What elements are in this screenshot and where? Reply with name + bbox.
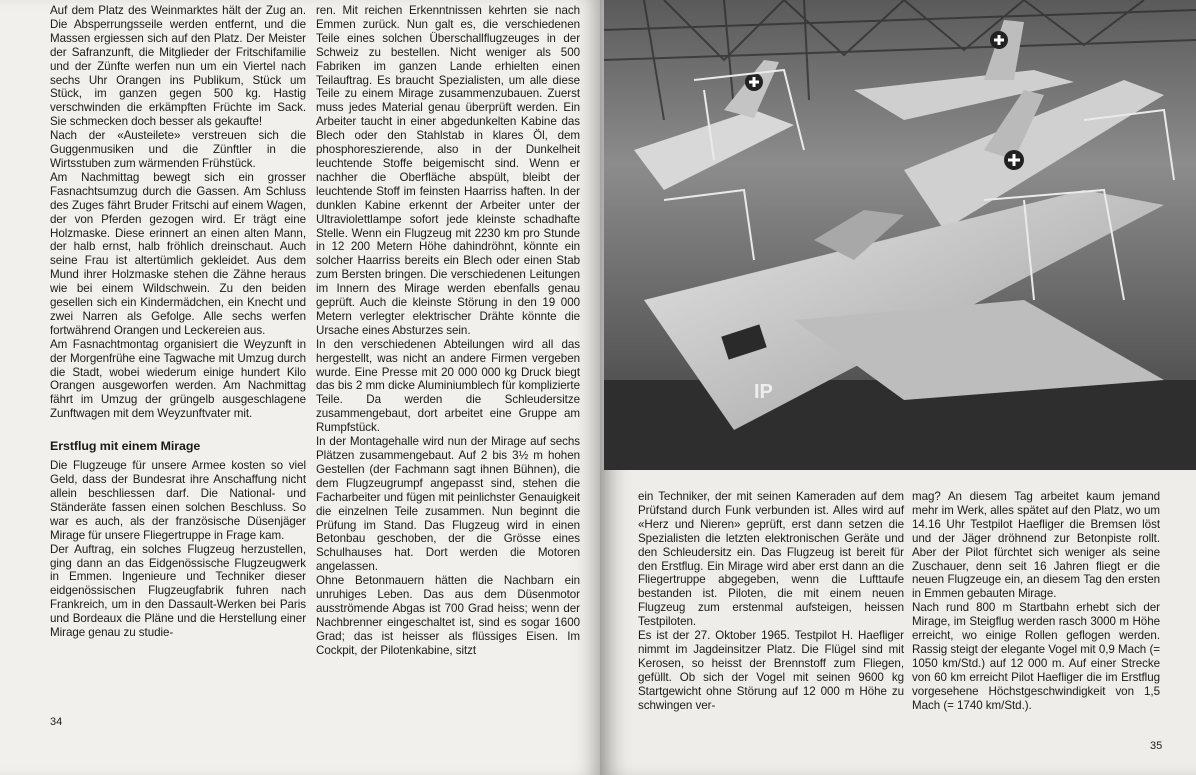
section-heading: Erstflug mit einem Mirage [50, 439, 201, 454]
paragraph: ein Techniker, der mit seinen Kameraden auf dem Prüfstand durch Funk verbunden ist. Alles wird auf «Herz und Nieren» geprüft, erst dann setzen die Spezialisten die letzten elektronischen Geräte und den Schleudersitz ein. Das Flugzeug ist bereit für den Erstflug. Ein Mirage wird aber erst dann an die Fliegertruppe abgegeben, wenn die Lufttaufe bestanden ist. Piloten, die mit einem neuen Flugzeug zum erstenmal aufsteigen, heissen Testpiloten. [638, 490, 904, 629]
right-page [600, 0, 1196, 775]
hangar-photo [604, 0, 1196, 470]
paragraph: Der Auftrag, ein solches Flugzeug herzustellen, ging dann an das Eidgenössische Flugzeugwerk in Emmen. Ingenieure und Techniker dieser eidgenössischen Flugzeugfabrik fuhren nach Frankreich, um in den Dassault-Werken bei Paris und Bordeaux die Pläne und die Herstellung einer Mirage genau zu studie- [50, 542, 306, 640]
right-column-1 [638, 490, 904, 713]
mirage-assembly-hall-image [604, 0, 1196, 470]
left-column-1 [50, 4, 306, 640]
paragraph: Auf dem Platz des Weinmarktes hält der Zug an. Die Absperrungsseile werden entfernt, und die Massen ergiessen sich auf den Platz. Der Meister der Safranzunft, die Mitglieder der Fritschifamilie und der Zünfte werfen nun um ein Viertel nach sechs Uhr Orangen ins Publikum, Stück um Stück, im ganzen gegen 500 kg. Hastig verschwinden die erkämpften Früchte im Sack. Sie schmecken doch besser als gekaufte! [50, 4, 306, 129]
paragraph: Ohne Betonmauern hätten die Nachbarn ein unruhiges Leben. Das aus dem Düsenmotor ausströmende Abgas ist 700 Grad heiss; wenn der Nachbrenner eingeschaltet ist, sind es sogar 1600 Grad; das ist heisser als flüssiges Eisen. Im Cockpit, der Pilotenkabine, sitzt [316, 574, 580, 657]
paragraph: Nach rund 800 m Startbahn erhebt sich der Mirage, im Steigflug werden rasch 3000 m Höhe erreicht, wo einige Rollen geflogen werden. Rassig steigt der elegante Vogel mit 0,9 Mach (= 1050 km/Std.) auf 12 000 m. Auf einer Strecke von 60 km erreicht Pilot Haefliger die im Erstflug vorgesehene Höchstgeschwindigkeit von 1,5 Mach (= 1740 km/Std.). [912, 601, 1160, 712]
paragraph: In den verschiedenen Abteilungen wird all das hergestellt, was nicht an andere Firmen vergeben wurde. Eine Presse mit 20 000 000 kg Druck biegt das bis 2 mm dicke Aluminiumblech für komplizierte Teile. Da werden die Schleudersitze zusammengebaut, dort arbeitet eine Gruppe am Rumpfstück. [316, 337, 580, 435]
paragraph: Am Nachmittag bewegt sich ein grosser Fasnachtsumzug durch die Gassen. Am Schluss des Zuges fährt Bruder Fritschi auf einem Wagen, der von Pferden gezogen wird. Er trägt eine Holzmaske. Diese erinnert an einen alten Mann, der halb ernst, halb fröhlich dreinschaut. Auch seine Frau ist altertümlich gekleidet. Aus dem Mund ihrer Holzmaske stehen die Zähne heraus wie bei einem Wildschwein. Zu den beiden gesellen sich ein Kindermädchen, ein Knecht und zwei Narren als Gefolge. Alle sechs werfen fortwährend Orangen und Leckereien aus. [50, 170, 306, 337]
paragraph: Am Fasnachtmontag organisiert die Weyzunft in der Morgenfrühe eine Tagwache mit Umzug durch die Stadt, wobei wiederum einige hundert Kilo Orangen ausgeworfen werden. Am Nachmittag fährt im Umzug der grüngelb ausgeschlagene Zunftwagen mit dem Weyzunftvater mit. [50, 337, 306, 421]
right-column-2 [912, 490, 1160, 713]
paragraph: Es ist der 27. Oktober 1965. Testpilot H. Haefliger nimmt im Jagdeinsitzer Platz. Die Flügel sind mit Kerosen, so heisst der Brennstoff zum Fliegen, gefüllt. Ob sich der Vogel mit seinen 9600 kg Startgewicht ohne Störung auf 12 000 m Höhe zu schwingen ver- [638, 629, 904, 712]
paragraph: Die Flugzeuge für unsere Armee kosten so viel Geld, dass der Bundesrat ihre Anschaffung nicht allein beschliessen darf. Die National- und Ständeräte fassen einen solchen Beschluss. So war es auch, als der französische Düsenjäger Mirage für unsere Fliegertruppe in Frage kam. [50, 459, 306, 542]
left-column-2 [316, 4, 580, 658]
paragraph: In der Montagehalle wird nun der Mirage auf sechs Plätzen zusammengebaut. Auf 2 bis 3½ m hohen Gestellen (der Fachmann sagt ihnen Bühnen), die dem Flugzeugrumpf angepasst sind, stehen die Facharbeiter und fügen mit peinlichster Genauigkeit die einzelnen Teile zusammen. Nun beginnt die Prüfung im Stand. Das Flugzeug wird in einen Betonbau geschoben, der die Grösse eines Schulhauses hat. Dort werden die Motoren angelassen. [316, 435, 580, 574]
paragraph: ren. Mit reichen Erkenntnissen kehrten sie nach Emmen zurück. Nun galt es, die verschiedenen Teile eines solchen Überschallflugzeuges in der Schweiz zu bestellen. Nicht weniger als 500 Fabriken im ganzen Lande erhielten einen Teilauftrag. Es braucht Spezialisten, um alle diese Teile zu einem Mirage zusammenzubauen. Zuerst muss jedes Material genau überprüft werden. Ein Arbeiter taucht in einer abgedunkelten Kabine das Blech oder den Stahlstab in klares Öl, dem phosphoreszierende, also in der Dunkelheit leuchtende Stoffe beigemischt sind. Wenn er nachher die Oberfläche abspült, bleibt der leuchtende Stoff im feinsten Haarriss haften. In der dunklen Kabine erkennt der Arbeiter unter der Ultraviolettlampe sofort jede kleinste schadhafte Stelle. Wenn ein Flugzeug mit 2230 km pro Stunde in 12 200 Metern Höhe dahindröhnt, könnte ein solcher Haarriss bereits ein Blech oder einen Stab zum Bersten bringen. Die verschiedenen Leitungen im Innern des Mirage werden ebenfalls genau geprüft. Auch die kleinste Störung in den 19 000 Metern verlegter elektrischer Drähte könnte die Ursache eines Absturzes sein. [316, 4, 580, 337]
paragraph: Nach der «Austeilete» verstreuen sich die Guggenmusiken und die Zünftler in die Wirtsstuben zum wärmenden Frühstück. [50, 129, 306, 170]
page-number: 35 [1150, 740, 1163, 752]
page-number: 34 [50, 716, 63, 728]
tail-marking: IP [754, 381, 773, 403]
paragraph: mag? An diesem Tag arbeitet kaum jemand mehr im Werk, alles spätet auf den Platz, wo um 14.16 Uhr Testpilot Haefliger die Bremsen löst und der Jäger dröhnend zur Betonpiste rollt. Aber der Pilot fürchtet sich weniger als seine Zuschauer, denn seit 16 Jahren fliegt er die neuen Flugzeuge ein, an diesem Tag den ersten in Emmen gebauten Mirage. [912, 490, 1160, 601]
